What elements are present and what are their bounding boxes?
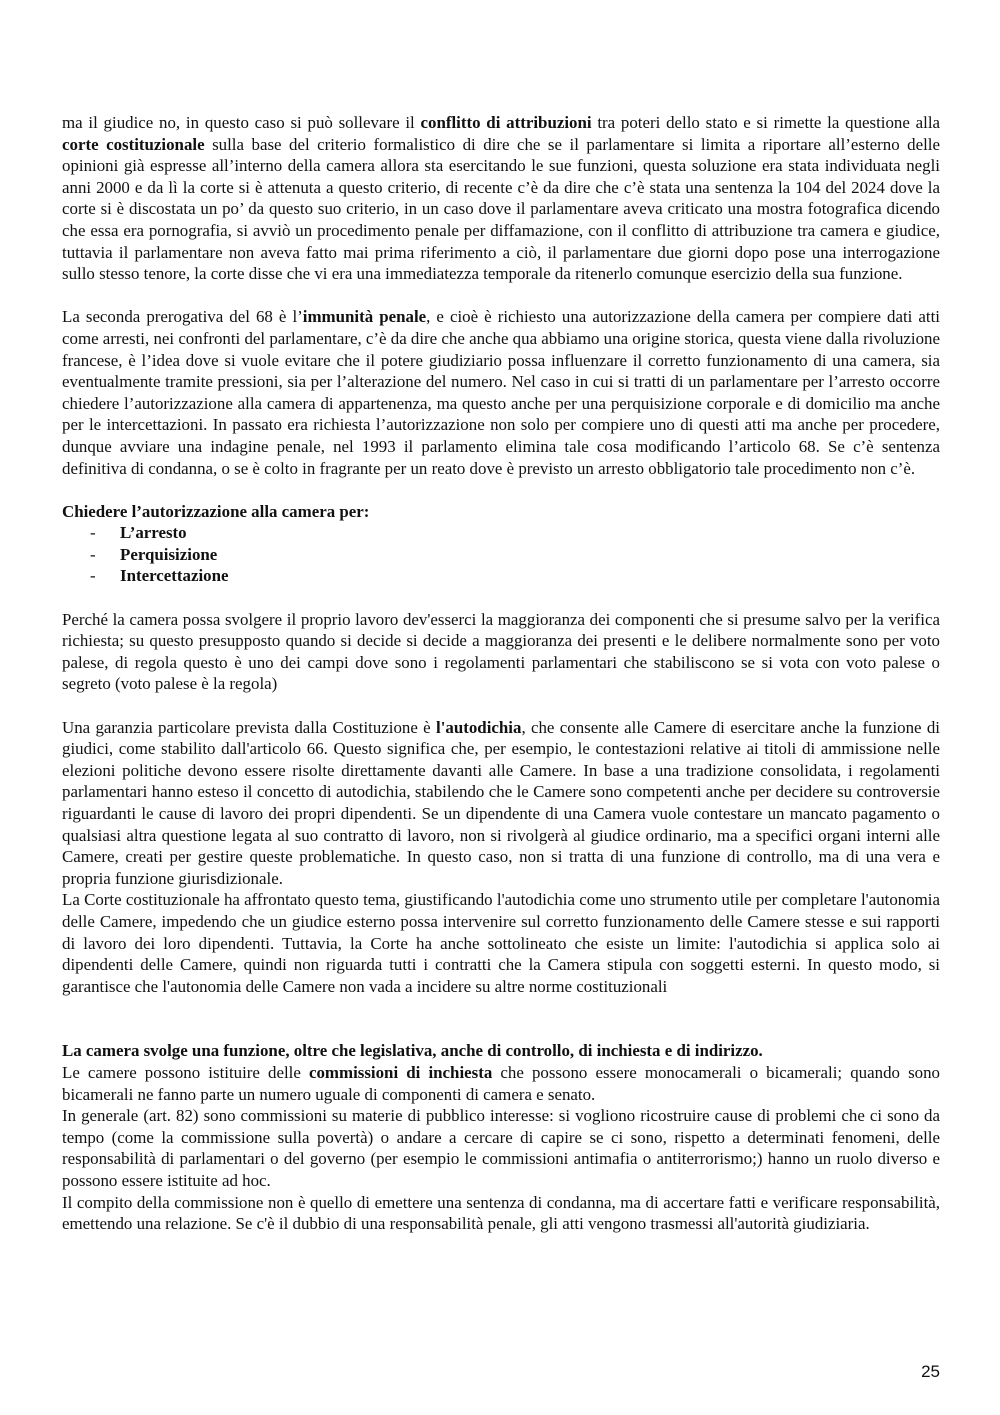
page-number: 25 bbox=[921, 1362, 940, 1381]
list-heading: Chiedere l’autorizzazione alla camera per: bbox=[62, 501, 370, 521]
autorizzazione-list bbox=[62, 522, 940, 587]
paragraph-conflitto: ma il giudice no, in questo caso si può sollevare il conflitto di attribuzioni tra poteri dello stato e si rimette la questione alla corte costituzionale sulla base del criterio formalistico di dire che se il parlamentare si limita a riportare all’esterno delle opinioni già espresse all’interno della camera allora sta esercitando le sue funzioni, questa soluzione era stata individuata negli anni 2000 e da lì la corte si è attenuta a questo criterio, di recente c’è da dire che c’è stata una sentenza la 104 del 2024 dove la corte si è discostata un po’ da questo suo criterio, in un caso dove il parlamentare aveva criticato una mostra fotografica dicendo che essa era pornografia, si avviò un procedimento penale per diffamazione, con il conflitto di attribuzione tra camera e giudice, tuttavia il parlamentare non aveva fatto mai prima riferimento a ciò, il parlamentare due giorni dopo pose una interrogazione sullo stesso tenore, la corte disse che vi era una immediatezza temporale da ritenerlo comunque esercizio della sua funzione. bbox=[62, 113, 941, 284]
list-item: - Perquisizione bbox=[90, 544, 218, 564]
term-corte-costituzionale: corte costituzionale bbox=[62, 134, 205, 154]
list-item: - L’arresto bbox=[90, 523, 187, 543]
paragraph-autodichia: Una garanzia particolare prevista dalla Costituzione è l'autodichia, che consente alle Camere di esercitare anche la funzione di giudici, come stabilito dall'articolo 66. Questo significa che, per esempio, le contestazioni relative ai titoli di ammissione nelle elezioni politiche devono essere risolte direttamente davanti alle Camere. In base a una tradizione consolidata, i regolamenti parlamentari hanno esteso il concetto di autodichia, stabilendo che le Camere sono competenti anche per decidere su controversie riguardanti le cause di lavoro dei propri dipendenti. Se un dipendente di una Camera vuole contestare un mancato pagamento o qualsiasi altra questione legata al suo contratto di lavoro, non si rivolgerà al giudice ordinario, ma a specifici organi interni alle Camere, creati per gestire queste problematiche. In questo caso, non si tratta di una funzione di controllo, ma di una vera e propria funzione giurisdizionale. bbox=[62, 717, 940, 888]
term-commissioni-inchiesta: commissioni di inchiesta bbox=[308, 1062, 493, 1082]
section-heading-funzioni: La camera svolge una funzione, oltre che legislativa, anche di controllo, di inchiesta e di indirizzo. bbox=[62, 1041, 763, 1061]
paragraph-immunita: La seconda prerogativa del 68 è l’immunità penale, e cioè è richiesto una autorizzazione della camera per compiere dati atti come arresti, nei confronti del parlamentare, c’è da dire che anche qua abbiamo una origine storica, questa viene dalla rivoluzione francese, è l’idea dove si vuole evitare che il potere giudiziario possa influenzare il corretto funzionamento di una camera, sia eventualmente tramite pressioni, sia per l’alterazione del numero. Nel caso in cui si tratti di un parlamentare per l’arresto occorre chiedere l’autorizzazione alla camera di appartenenza, ma questo anche per una perquisizione corporale e di domicilio ma anche per le intercettazioni. In passato era richiesta l’autorizzazione non solo per compiere uno di questi atti ma anche per procedere, dunque avviare una indagine penale, nel 1993 il parlamento elimina tale cosa modificando l’articolo 68. Se c’è sentenza definitiva di condanna, o se è colto in fragrante per un reato dove è previsto un arresto obbligatorio tale procedimento non c’è. bbox=[62, 307, 941, 478]
paragraph-commissioni: Le camere possono istituire delle commissioni di inchiesta che possono essere monocamerali o bicamerali; quando sono bicamerali ne fanno parte un numero uguale di componenti di camera e senato. bbox=[62, 1062, 940, 1104]
term-immunita-penale: immunità penale bbox=[302, 307, 427, 327]
paragraph-compito-commissione: Il compito della commissione non è quello di emettere una sentenza di condanna, ma di accertare fatti e verificare responsabilità, emettendo una relazione. Se c'è il dubbio di una responsabilità penale, gli atti vengono trasmessi all'autorità giudiziaria. bbox=[62, 1192, 940, 1234]
paragraph-art-82: In generale (art. 82) sono commissioni su materie di pubblico interesse: si vogliono ricostruire cause di problemi che ci sono da tempo (come la commissione sulla povertà) o andare a cercare di capire se ci sono, rispetto a determinati fenomeni, delle responsabilità di parlamentari o del governo (per esempio le commissioni antimafia o antiterrorismo;) hanno un ruolo diverso e possono essere istituite ad hoc. bbox=[62, 1106, 940, 1190]
paragraph-maggioranza: Perché la camera possa svolgere il proprio lavoro dev'esserci la maggioranza dei componenti che si presume salvo per la verifica richiesta; su questo presupposto quando si decide si decide a maggioranza dei presenti e le delibere normalmente sono per voto palese, di regola questo è uno dei campi dove sono i regolamenti parlamentari che stabiliscono se si vota con voto palese o segreto (voto palese è la regola) bbox=[62, 609, 940, 694]
paragraph-corte-autodichia: La Corte costituzionale ha affrontato questo tema, giustificando l'autodichia come uno strumento utile per completare l'autonomia delle Camere, impedendo che un giudice esterno possa intervenire sul corretto funzionamento delle Camere stesse e sui rapporti di lavoro dei loro dipendenti. Tuttavia, la Corte ha anche sottolineato che esiste un limite: l'autodichia si applica solo ai dipendenti delle Camere, quindi non riguarda tutti i contratti che la Camera stipula con soggetti esterni. In questo modo, si garantisce che l'autonomia delle Camere non vada a incidere su altre norme costituzionali bbox=[62, 890, 940, 996]
term-conflitto-attribuzioni: conflitto di attribuzioni bbox=[420, 113, 592, 132]
list-item: - Intercettazione bbox=[90, 566, 229, 586]
term-autodichia: l'autodichia bbox=[436, 717, 522, 737]
document-page bbox=[62, 112, 940, 1235]
